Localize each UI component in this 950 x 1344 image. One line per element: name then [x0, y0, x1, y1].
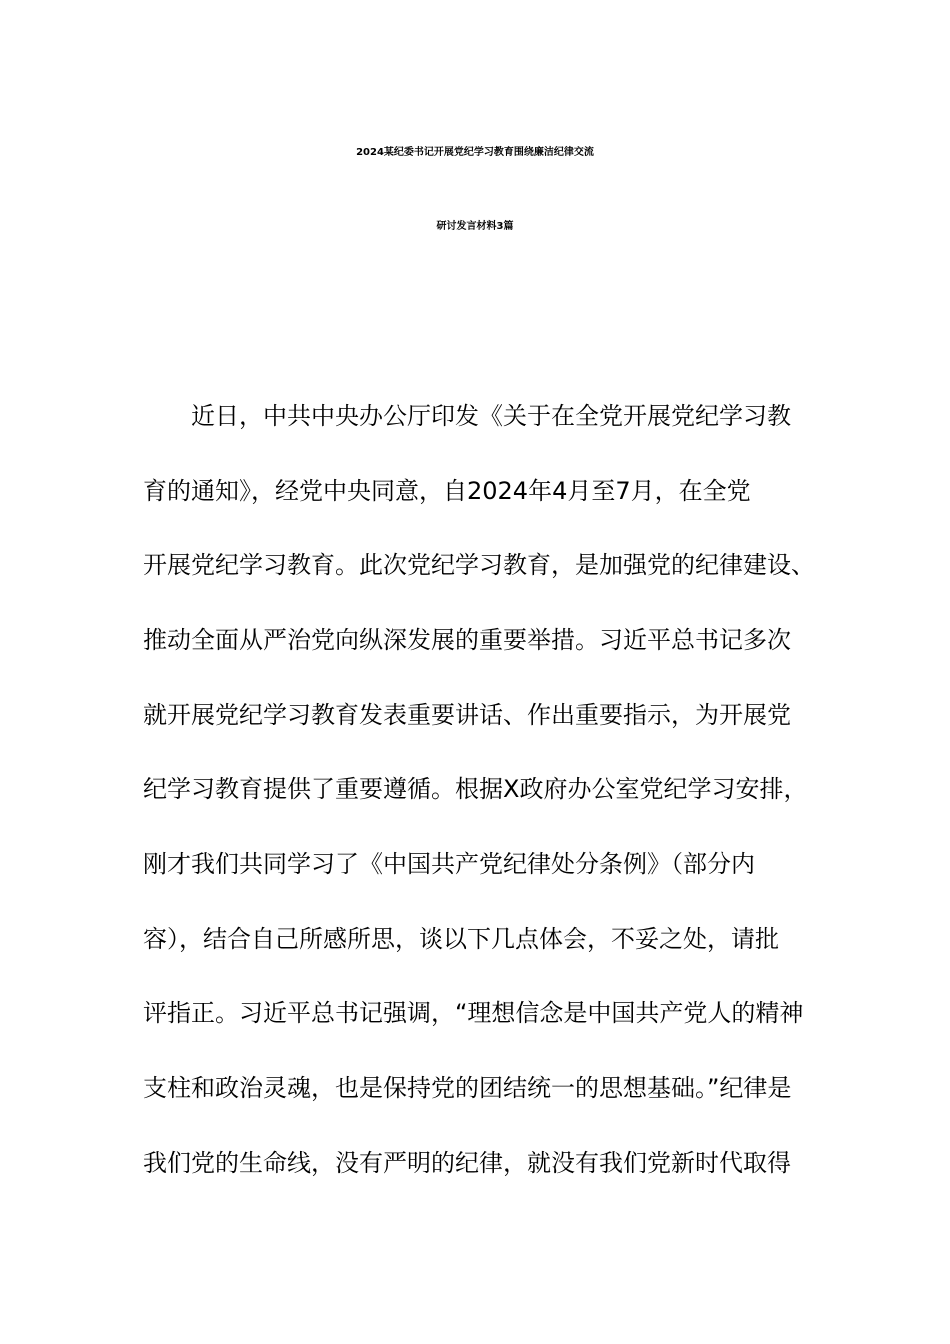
- paragraph-line-7: 刚才我们共同学习了《中国共产党纪律处分条例》（部分内: [143, 850, 755, 878]
- paragraph-line-3: 开展党纪学习教育。此次党纪学习教育，是加强党的纪律建设、: [143, 551, 815, 579]
- paragraph-line-6: 纪学习教育提供了重要遵循。根据X政府办公室党纪学习安排，: [143, 775, 808, 803]
- paragraph-line-9: 评指正。习近平总书记强调，“理想信念是中国共产党人的精神: [143, 999, 804, 1027]
- paragraph-line-5: 就开展党纪学习教育发表重要讲话、作出重要指示，为开展党: [143, 701, 791, 729]
- paragraph-line-1: 近日，中共中央办公厅印发《关于在全党开展党纪学习教: [191, 402, 791, 430]
- paragraph-line-11: 我们党的生命线，没有严明的纪律，就没有我们党新时代取得: [143, 1149, 791, 1177]
- paragraph-line-8: 容），结合自己所感所思，谈以下几点体会，不妥之处，请批: [143, 925, 779, 953]
- paragraph-line-2: 育的通知》，经党中央同意，自2024年4月至7月，在全党: [143, 477, 751, 505]
- document-title-line-1: 2024某纪委书记开展党纪学习教育围绕廉洁纪律交流: [356, 147, 594, 158]
- paragraph-line-10: 支柱和政治灵魂，也是保持党的团结统一的思想基础。”纪律是: [143, 1074, 792, 1102]
- document-title-line-2: 研讨发言材料3篇: [436, 221, 514, 232]
- paragraph-line-4: 推动全面从严治党向纵深发展的重要举措。习近平总书记多次: [143, 626, 791, 654]
